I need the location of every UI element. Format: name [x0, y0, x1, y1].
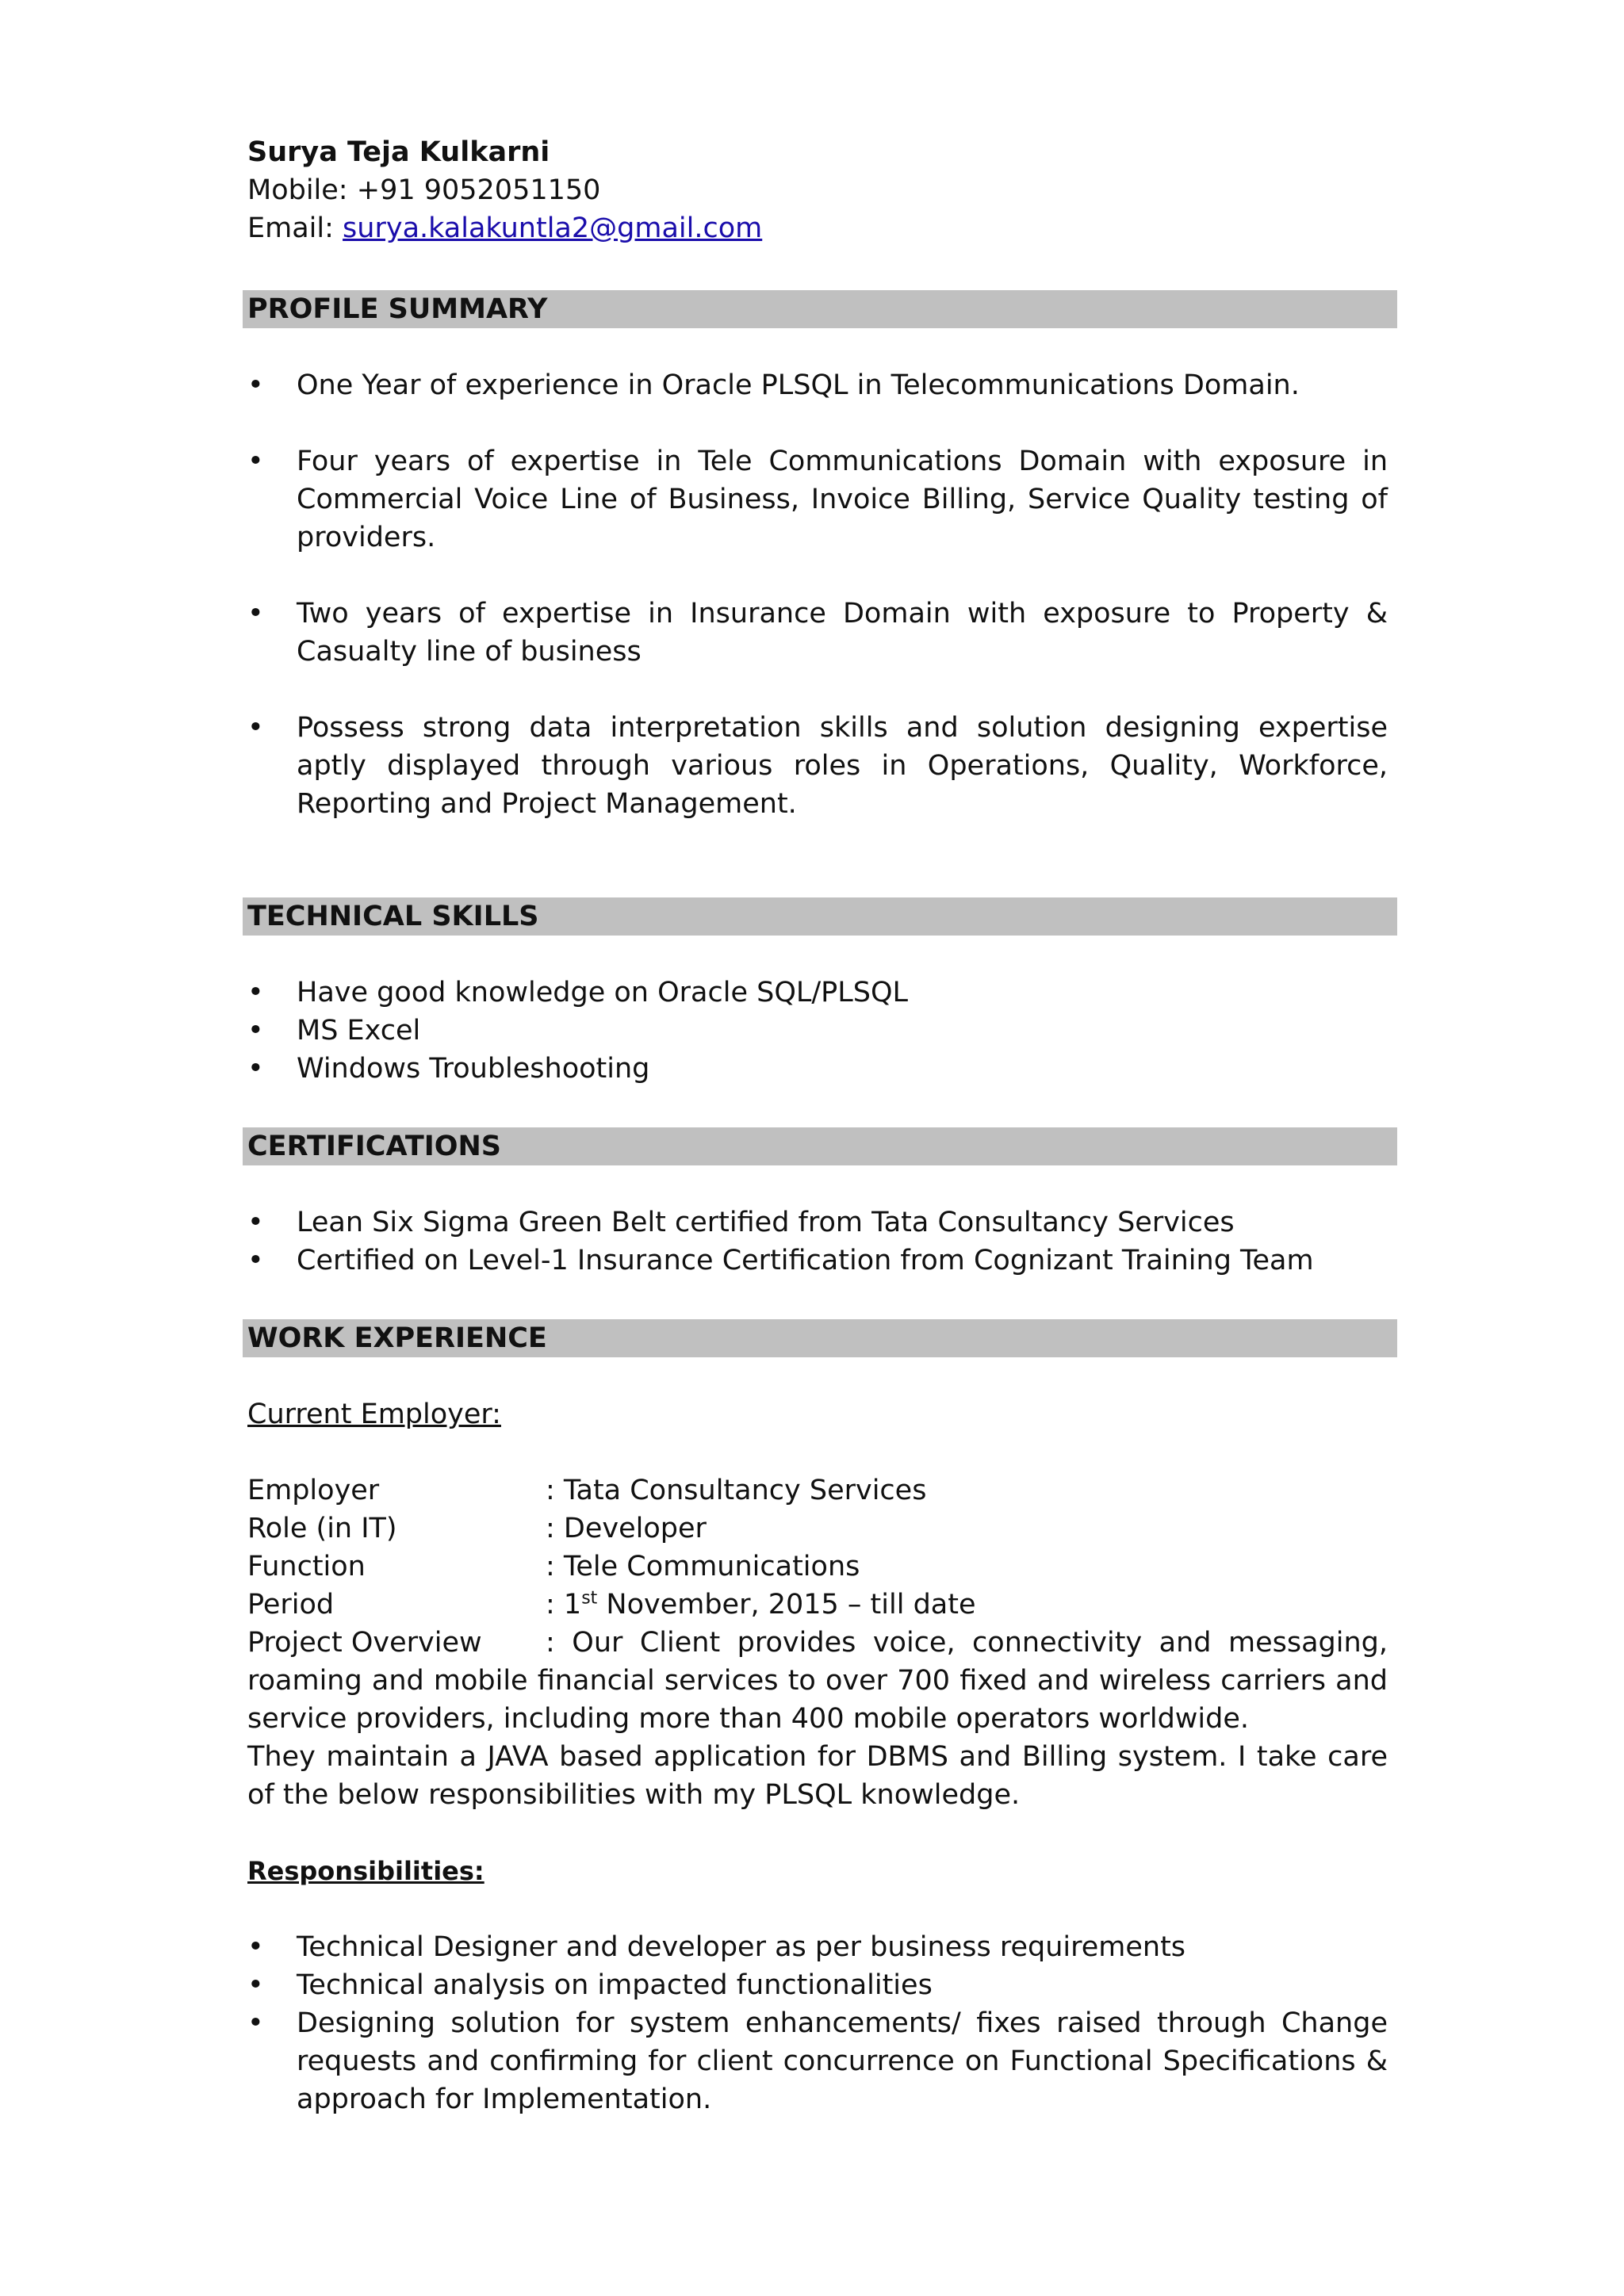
section-title-work-experience: WORK EXPERIENCE — [243, 1319, 1397, 1357]
profile-summary-list — [243, 366, 1397, 823]
project-overview-continued: They maintain a JAVA based application for DBMS and Billing system. I take care of the below responsibilities with my PLSQL knowledge. — [247, 1741, 1388, 1811]
function-label: Function — [247, 1551, 366, 1582]
mobile-line — [247, 171, 1389, 209]
section-title-certifications: CERTIFICATIONS — [243, 1127, 1397, 1165]
period-rest: November, 2015 – till date — [597, 1589, 976, 1621]
list-item: • Possess strong data interpretation skills and solution designing expertise aptly displayed through various roles in Operations, Quality, Workforce, Reporting and Project Management. — [243, 709, 1397, 823]
period-label: Period — [247, 1589, 335, 1621]
list-item: • Designing solution for system enhancements/ fixes raised through Change requests and confirming for client concurrence on Functional Specifications & approach for Implementation. — [243, 2004, 1397, 2118]
role-value: : Developer — [546, 1513, 707, 1544]
mobile-label: Mobile: — [247, 174, 348, 206]
period-value — [546, 1586, 1397, 1624]
section-title-profile-summary: PROFILE SUMMARY — [243, 290, 1397, 328]
contact-header — [247, 133, 1389, 247]
list-item: • Certified on Level-1 Insurance Certification from Cognizant Training Team — [243, 1242, 1397, 1280]
list-item: • Windows Troubleshooting — [243, 1050, 1397, 1088]
email-link[interactable]: surya.kalakuntla2@gmail.com — [343, 212, 763, 244]
responsibilities-list — [243, 1928, 1397, 2118]
responsibilities-label: Responsibilities: — [247, 1856, 485, 1886]
mobile-number: +91 9052051150 — [356, 174, 601, 206]
role-label: Role (in IT) — [247, 1513, 397, 1544]
project-overview-text: : Our Client provides voice, connectivity and messaging, roaming and mobile financial services to over 700 fixed and wireless carriers and service providers, including more than 400 mobile operators worldwide. — [247, 1627, 1388, 1735]
certifications-list — [243, 1203, 1397, 1280]
list-item: • Two years of expertise in Insurance Domain with exposure to Property & Casualty line of business — [243, 595, 1397, 671]
function-value: : Tele Communications — [546, 1551, 860, 1582]
technical-skills-list — [243, 974, 1397, 1088]
current-employer-label: Current Employer: — [247, 1399, 501, 1430]
period-prefix: : 1 — [546, 1589, 582, 1621]
list-item: • Have good knowledge on Oracle SQL/PLSQL — [243, 974, 1397, 1012]
role-row — [247, 1510, 1397, 1548]
list-item: • MS Excel — [243, 1012, 1397, 1050]
work-experience-body — [243, 1395, 1397, 1890]
function-row — [247, 1548, 1397, 1586]
employer-label: Employer — [247, 1475, 380, 1506]
email-line — [247, 209, 1389, 247]
section-title-technical-skills: TECHNICAL SKILLS — [243, 897, 1397, 936]
list-item: • Technical analysis on impacted functionalities — [243, 1966, 1397, 2004]
technical-skills-section — [243, 897, 1397, 1088]
work-experience-section — [243, 1319, 1397, 2118]
project-overview — [247, 1624, 1397, 1738]
employer-value: : Tata Consultancy Services — [546, 1475, 927, 1506]
list-item: • Four years of expertise in Tele Communications Domain with exposure in Commercial Voice Line of Business, Invoice Billing, Service Quality testing of providers. — [243, 442, 1397, 557]
profile-summary-section — [243, 290, 1397, 823]
certifications-section — [243, 1127, 1397, 1280]
email-label: Email: — [247, 212, 334, 244]
period-superscript: st — [581, 1588, 598, 1609]
list-item: • Lean Six Sigma Green Belt certified from Tata Consultancy Services — [243, 1203, 1397, 1242]
employer-row — [247, 1471, 1397, 1510]
project-overview-label: Project Overview — [247, 1627, 482, 1659]
period-row — [247, 1586, 1397, 1624]
list-item: • Technical Designer and developer as per business requirements — [243, 1928, 1397, 1966]
list-item: • One Year of experience in Oracle PLSQL in Telecommunications Domain. — [243, 366, 1397, 404]
candidate-name: Surya Teja Kulkarni — [247, 136, 550, 168]
